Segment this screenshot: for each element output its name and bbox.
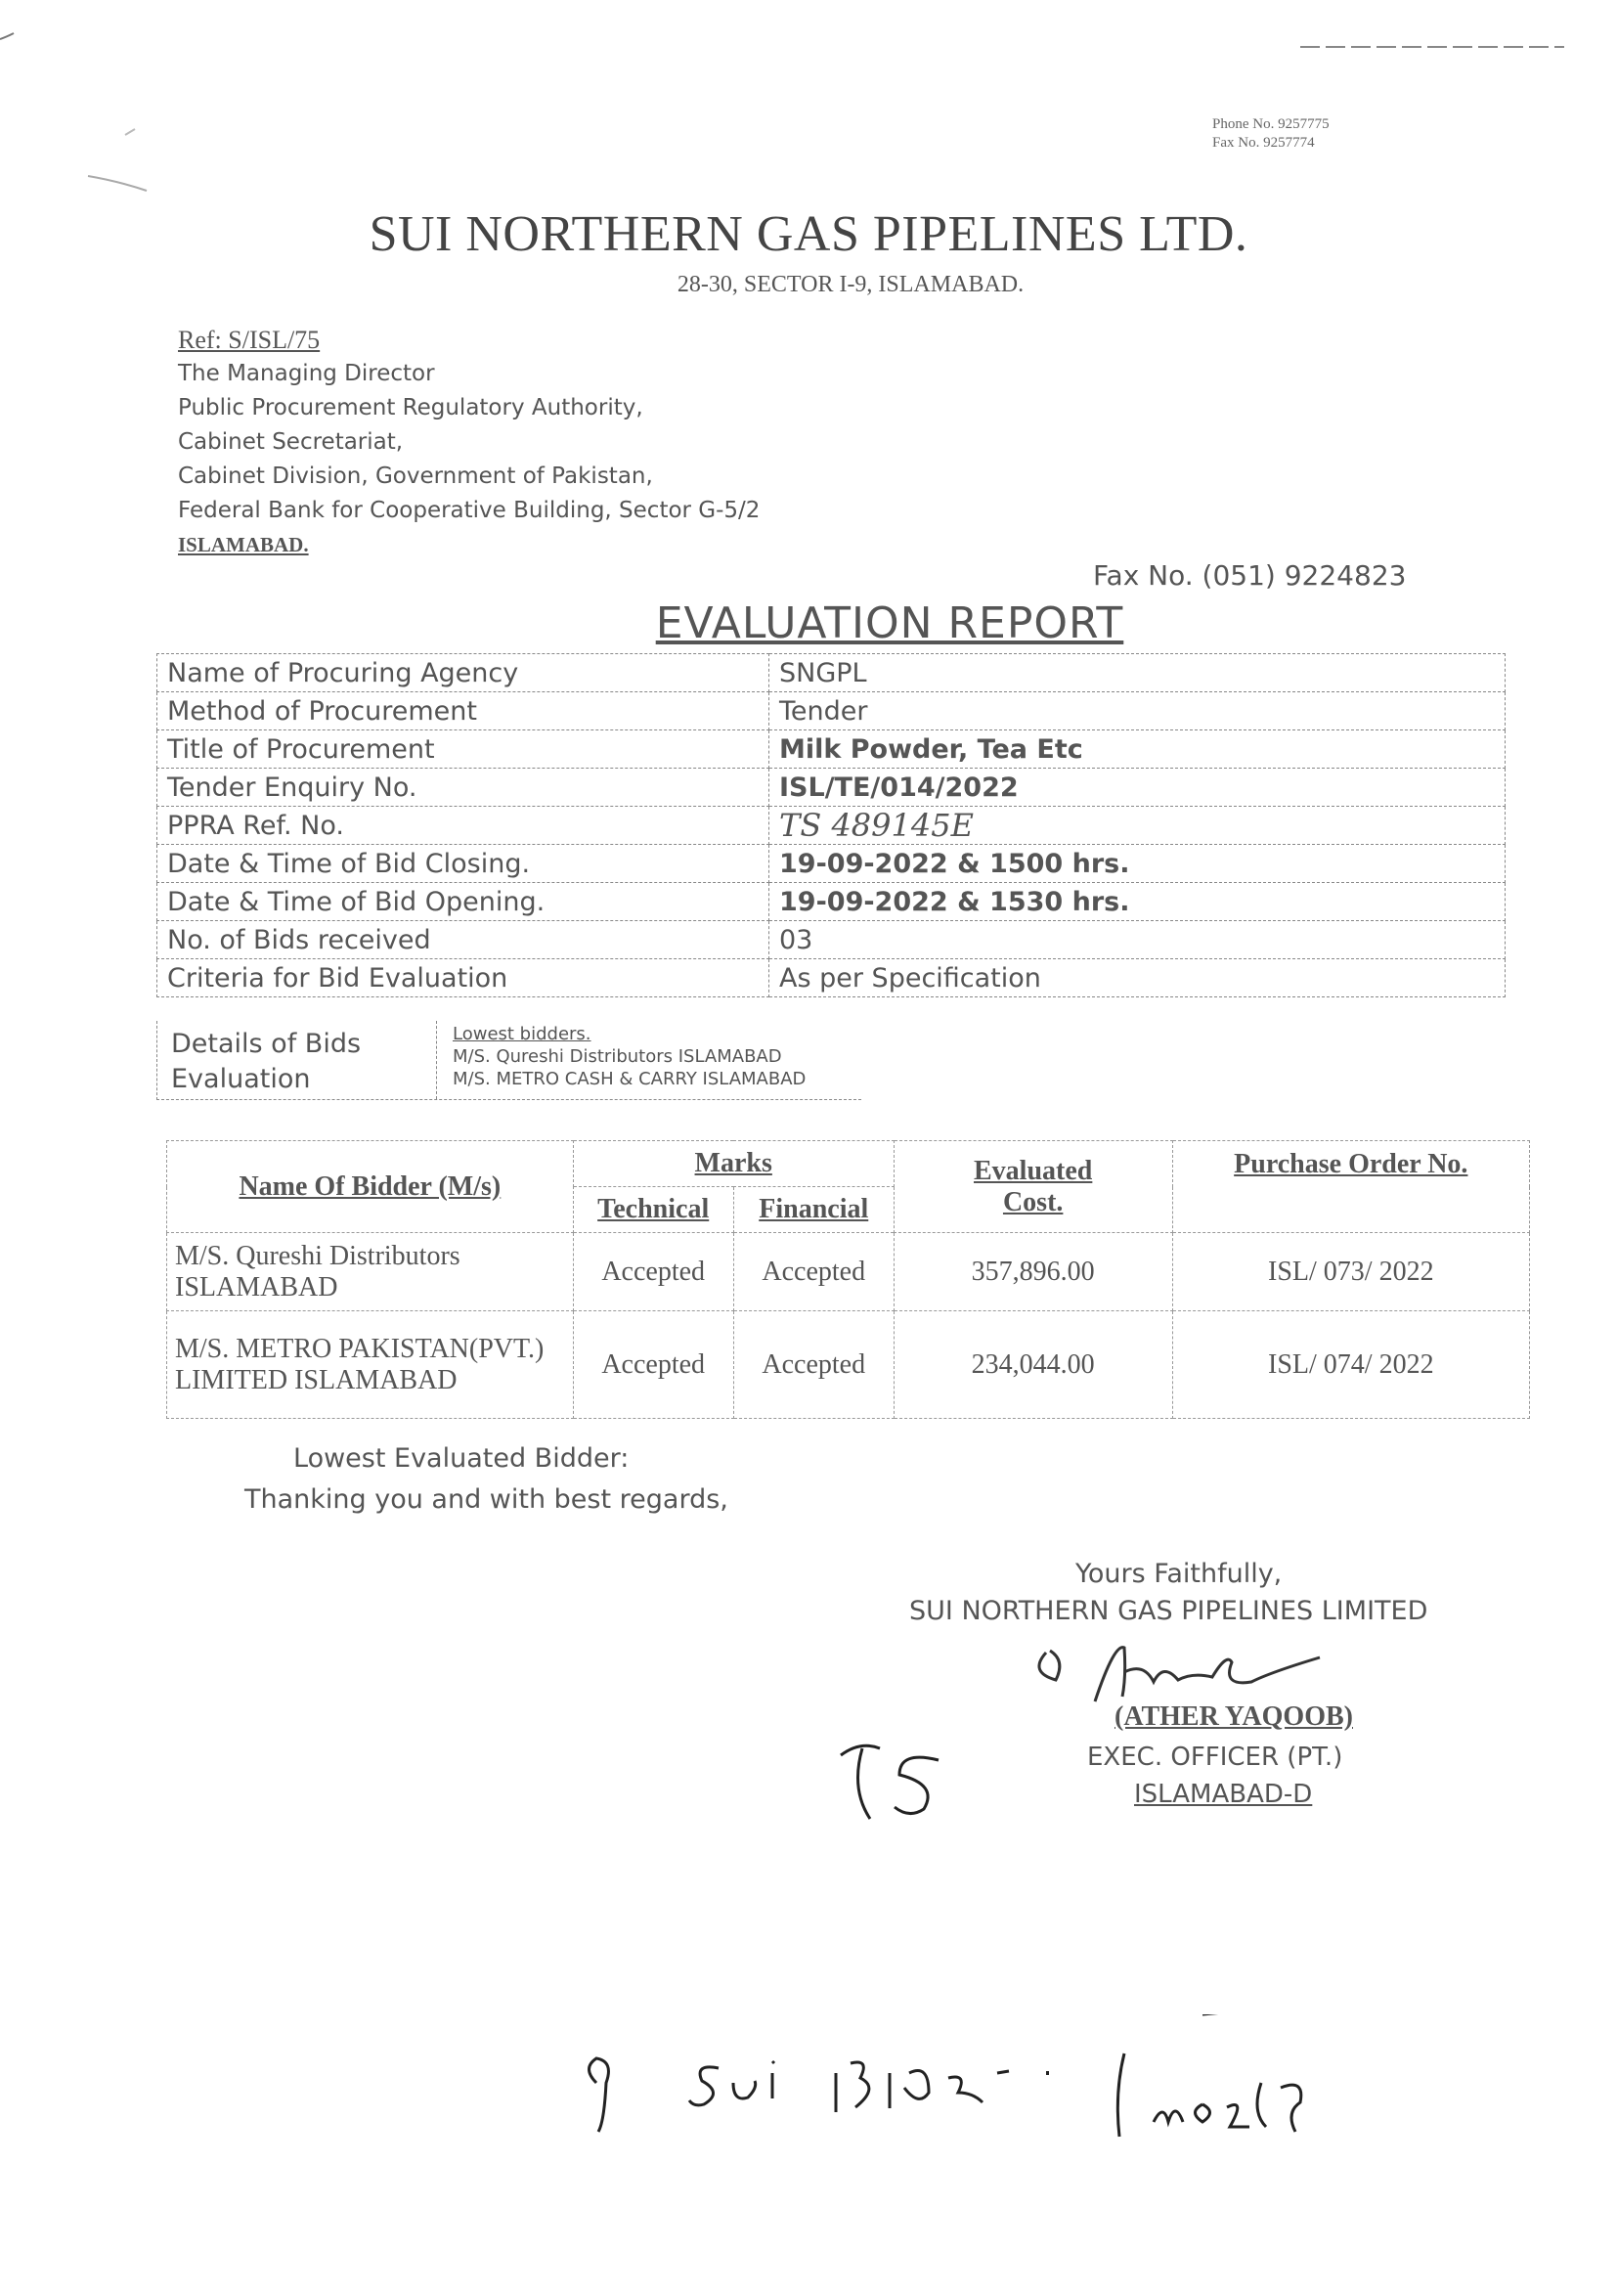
fax-number: Fax No. (051) 9224823 [1093, 559, 1407, 592]
table-row [157, 959, 1506, 997]
info-label: Title of Procurement [157, 730, 769, 769]
lowest-evaluated-bidder: Lowest Evaluated Bidder: [293, 1443, 630, 1474]
fax-number-top: Fax No. 9257774 [1212, 135, 1315, 151]
sign-off-company: SUI NORTHERN GAS PIPELINES LIMITED [909, 1596, 1428, 1626]
financial-marks: Accepted [733, 1233, 894, 1311]
info-value: Tender [769, 692, 1506, 730]
info-label: Date & Time of Bid Opening. [157, 883, 769, 921]
company-address: 28-30, SECTOR I-9, ISLAMABAD. [677, 272, 1025, 297]
list-item: M/S. METRO CASH & CARRY ISLAMABAD [453, 1069, 807, 1089]
phone-number: Phone No. 9257775 [1212, 116, 1330, 132]
bidder-name: M/S. METRO PAKISTAN(PVT.) LIMITED ISLAMABAD [167, 1311, 574, 1419]
table-row [157, 654, 1506, 692]
recipient-line: Cabinet Division, Government of Pakistan, [178, 464, 653, 489]
info-value: ISL/TE/014/2022 [769, 769, 1506, 807]
table-row [167, 1311, 1530, 1419]
closing-line: Thanking you and with best regards, [244, 1484, 728, 1515]
evaluated-cost-header-line: Evaluated [974, 1155, 1093, 1186]
technical-marks: Accepted [573, 1233, 733, 1311]
info-label: Name of Procuring Agency [157, 654, 769, 692]
table-row [157, 807, 1506, 845]
column-header-technical: Technical [573, 1187, 733, 1233]
recipient-line: Federal Bank for Cooperative Building, Sector G-5/2 [178, 498, 761, 523]
recipient-line: Cabinet Secretariat, [178, 429, 404, 455]
info-label: PPRA Ref. No. [157, 807, 769, 845]
technical-marks: Accepted [573, 1311, 733, 1419]
signer-title: EXEC. OFFICER (PT.) [1087, 1743, 1343, 1772]
info-label: Criteria for Bid Evaluation [157, 959, 769, 997]
list-item: M/S. Qureshi Distributors ISLAMABAD [453, 1046, 782, 1067]
divider [436, 1021, 437, 1099]
table-row [157, 730, 1506, 769]
sign-off-yours: Yours Faithfully, [1075, 1559, 1283, 1589]
evaluated-cost-header-line: Cost. [1002, 1186, 1064, 1217]
info-label: Date & Time of Bid Closing. [157, 845, 769, 883]
lowest-bidders-list [453, 1023, 806, 1090]
table-row [157, 921, 1506, 959]
info-value: SNGPL [769, 654, 1506, 692]
table-row [157, 692, 1506, 730]
column-header-name: Name Of Bidder (M/s) [167, 1141, 574, 1233]
info-value: 19-09-2022 & 1530 hrs. [769, 883, 1506, 921]
column-header-marks: Marks [573, 1141, 894, 1187]
bid-details-section [156, 1021, 861, 1100]
info-value: 03 [769, 921, 1506, 959]
column-header-financial: Financial [733, 1187, 894, 1233]
reference-number: Ref: S/ISL/75 [178, 326, 321, 354]
company-name: SUI NORTHERN GAS PIPELINES LTD. [369, 206, 1248, 262]
recipient-line: The Managing Director [178, 361, 435, 386]
details-label [171, 1027, 361, 1097]
evaluated-cost: 357,896.00 [894, 1233, 1172, 1311]
bidder-name: M/S. Qureshi Distributors ISLAMABAD [167, 1233, 574, 1311]
info-label: Tender Enquiry No. [157, 769, 769, 807]
handwritten-initials [831, 1721, 968, 1838]
evaluated-cost: 234,044.00 [894, 1311, 1172, 1419]
table-header-row [167, 1141, 1530, 1187]
info-value: As per Specification [769, 959, 1506, 997]
purchase-order-number: ISL/ 074/ 2022 [1172, 1311, 1529, 1419]
purchase-order-number: ISL/ 073/ 2022 [1172, 1233, 1529, 1311]
details-label-line: Details of Bids [171, 1029, 362, 1059]
table-row [157, 769, 1506, 807]
handwritten-note [577, 2014, 1418, 2171]
details-label-line: Evaluation [171, 1064, 311, 1094]
phone-fax-header [1212, 115, 1330, 153]
info-value: Milk Powder, Tea Etc [769, 730, 1506, 769]
lowest-bidders-heading: Lowest bidders. [453, 1024, 591, 1044]
bid-evaluation-table [166, 1140, 1530, 1419]
table-row [167, 1233, 1530, 1311]
signer-name: (ATHER YAQOOB) [1114, 1701, 1353, 1732]
signer-location: ISLAMABAD-D [1134, 1780, 1313, 1809]
report-title: EVALUATION REPORT [655, 598, 1124, 648]
recipient-block [178, 323, 760, 562]
info-label: No. of Bids received [157, 921, 769, 959]
info-value: 19-09-2022 & 1500 hrs. [769, 845, 1506, 883]
recipient-line: Public Procurement Regulatory Authority, [178, 395, 643, 420]
info-label: Method of Procurement [157, 692, 769, 730]
column-header-purchase-order: Purchase Order No. [1172, 1141, 1529, 1233]
financial-marks: Accepted [733, 1311, 894, 1419]
recipient-city: ISLAMABAD. [178, 533, 309, 556]
info-value-handwritten: TS 489145E [769, 807, 1506, 845]
procurement-info-table [156, 653, 1506, 997]
table-row [157, 845, 1506, 883]
table-row [157, 883, 1506, 921]
column-header-evaluated-cost [894, 1141, 1172, 1233]
